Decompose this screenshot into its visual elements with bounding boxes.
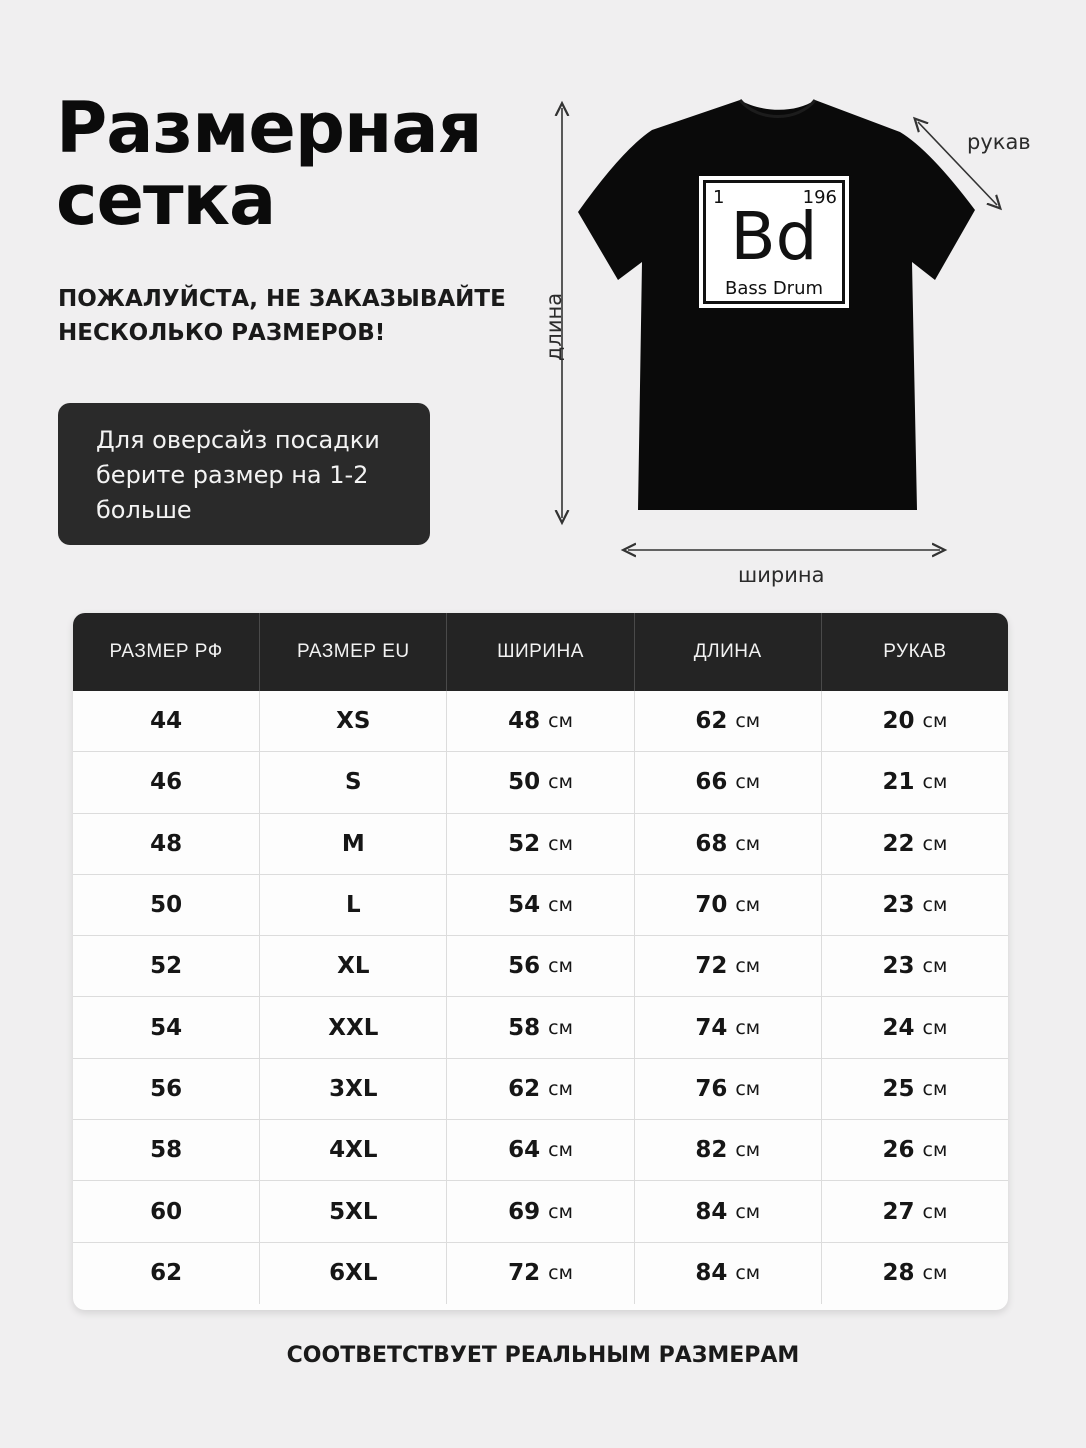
cell-value: 22	[882, 830, 915, 857]
table-row	[73, 814, 1008, 875]
cell-size-ru	[73, 752, 260, 812]
header-size-ru: РАЗМЕР РФ	[73, 613, 260, 691]
cell-unit: см	[922, 955, 948, 978]
cell-size-ru	[73, 1059, 260, 1119]
warning-line-2: НЕСКОЛЬКО РАЗМЕРОВ!	[58, 320, 386, 346]
cell-length	[635, 1059, 822, 1119]
cell-value: 27	[882, 1198, 915, 1225]
cell-size-ru	[73, 997, 260, 1057]
cell-value: XS	[336, 708, 371, 735]
cell-size-eu	[260, 997, 447, 1057]
cell-unit: см	[548, 710, 573, 733]
cell-unit: см	[548, 1200, 573, 1223]
cell-unit: см	[735, 1200, 761, 1223]
cell-unit: см	[922, 710, 948, 733]
cell-value: L	[345, 892, 361, 919]
cell-length	[635, 1181, 822, 1241]
cell-length	[635, 814, 822, 874]
cell-unit: см	[735, 771, 761, 794]
cell-size-ru	[73, 1120, 260, 1180]
cell-value: 46	[150, 769, 183, 796]
cell-length	[635, 1120, 822, 1180]
cell-width	[447, 936, 634, 996]
title-line-2: сетка	[56, 159, 276, 241]
cell-unit: см	[735, 1262, 761, 1285]
cell-value: 48	[150, 830, 183, 857]
table-row	[73, 936, 1008, 997]
tshirt-image	[540, 90, 1060, 600]
table-row	[73, 752, 1008, 813]
note-line-2: берите размер на 1-2	[96, 461, 369, 489]
cell-sleeve	[822, 1181, 1008, 1241]
cell-unit: см	[548, 894, 573, 917]
note-line-1: Для оверсайз посадки	[96, 426, 380, 454]
cell-value: 58	[508, 1014, 541, 1041]
cell-value: 66	[695, 769, 728, 796]
cell-width	[447, 1120, 634, 1180]
note-line-3: больше	[96, 496, 192, 524]
cell-value: 62	[695, 708, 728, 735]
tshirt-illustration	[540, 90, 1060, 600]
cell-sleeve	[822, 875, 1008, 935]
header-width: ШИРИНА	[447, 613, 634, 691]
table-row	[73, 997, 1008, 1058]
cell-value: 72	[695, 953, 728, 980]
cell-unit: см	[735, 832, 761, 855]
cell-value: 54	[150, 1014, 183, 1041]
cell-width	[447, 1181, 634, 1241]
cell-sleeve	[822, 1059, 1008, 1119]
cell-value: 44	[150, 708, 183, 735]
cell-value: 23	[882, 953, 915, 980]
cell-unit: см	[922, 1200, 948, 1223]
cell-unit: см	[735, 1139, 761, 1162]
cell-unit: см	[735, 1016, 761, 1039]
cell-unit: см	[922, 771, 948, 794]
cell-length	[635, 875, 822, 935]
cell-sleeve	[822, 936, 1008, 996]
cell-size-eu	[260, 1059, 447, 1119]
cell-size-ru	[73, 1243, 260, 1304]
cell-value: 4XL	[329, 1137, 378, 1164]
cell-value: 56	[508, 953, 541, 980]
cell-value: 69	[508, 1198, 541, 1225]
cell-value: 56	[150, 1075, 183, 1102]
cell-unit: см	[922, 1077, 948, 1100]
cell-unit: см	[548, 1139, 573, 1162]
cell-value: 28	[882, 1260, 915, 1287]
cell-size-eu	[260, 875, 447, 935]
cell-value: 48	[508, 708, 541, 735]
title-line-1: Размерная	[56, 87, 482, 169]
cell-size-ru	[73, 1181, 260, 1241]
header-sleeve: РУКАВ	[883, 641, 947, 662]
sleeve-label: рукав	[967, 130, 1031, 154]
cell-value: 68	[695, 830, 728, 857]
cell-value: 52	[150, 953, 183, 980]
cell-width	[447, 691, 634, 751]
cell-width	[447, 875, 634, 935]
cell-width	[447, 814, 634, 874]
cell-value: 6XL	[329, 1260, 378, 1287]
cell-value: 3XL	[329, 1075, 378, 1102]
oversize-note	[58, 403, 430, 545]
cell-size-eu	[260, 1243, 447, 1304]
cell-value: 60	[150, 1198, 183, 1225]
table-header	[73, 613, 1008, 691]
cell-length	[635, 691, 822, 751]
cell-size-eu	[260, 1120, 447, 1180]
bass-drum-print	[699, 176, 849, 308]
cell-value: 25	[882, 1075, 915, 1102]
cell-value: 24	[882, 1014, 915, 1041]
cell-unit: см	[922, 1262, 948, 1285]
cell-value: 20	[882, 708, 915, 735]
cell-unit: см	[548, 1016, 573, 1039]
cell-sleeve	[822, 814, 1008, 874]
cell-value: 74	[695, 1014, 728, 1041]
table-row	[73, 1120, 1008, 1181]
print-mass: 196	[802, 187, 837, 208]
cell-width	[447, 1243, 634, 1304]
cell-value: 76	[695, 1075, 728, 1102]
cell-width	[447, 1059, 634, 1119]
cell-length	[635, 997, 822, 1057]
cell-value: 62	[150, 1260, 183, 1287]
cell-value: 54	[508, 892, 541, 919]
cell-unit: см	[922, 894, 948, 917]
cell-value: S	[345, 769, 362, 796]
cell-unit: см	[922, 832, 948, 855]
cell-length	[635, 752, 822, 812]
cell-value: 21	[882, 769, 915, 796]
cell-unit: см	[548, 832, 573, 855]
print-name: Bass Drum	[724, 278, 824, 299]
cell-length	[635, 936, 822, 996]
header-length: ДЛИНА	[635, 613, 822, 691]
table-row	[73, 875, 1008, 936]
cell-size-ru	[73, 936, 260, 996]
cell-value: 58	[150, 1137, 183, 1164]
cell-unit: см	[735, 955, 761, 978]
cell-value: 64	[508, 1137, 541, 1164]
size-table	[73, 613, 1008, 1310]
cell-value: 84	[695, 1198, 728, 1225]
cell-unit: см	[548, 1262, 573, 1285]
cell-width	[447, 752, 634, 812]
cell-value: 52	[508, 830, 541, 857]
table-row	[73, 1243, 1008, 1304]
cell-size-eu	[260, 1181, 447, 1241]
header-size-eu: РАЗМЕР EU	[260, 613, 447, 691]
cell-size-eu	[260, 936, 447, 996]
cell-value: 26	[882, 1137, 915, 1164]
cell-value: 50	[150, 892, 183, 919]
print-number: 1	[713, 187, 725, 208]
cell-unit: см	[922, 1139, 948, 1162]
cell-value: 23	[882, 892, 915, 919]
length-label: длина	[542, 292, 567, 362]
cell-sleeve	[822, 1243, 1008, 1304]
page-title	[56, 87, 482, 241]
table-row	[73, 1059, 1008, 1120]
cell-value: 72	[508, 1260, 541, 1287]
print-symbol: Bd	[730, 198, 818, 275]
footer-note: СООТВЕТСТВУЕТ РЕАЛЬНЫМ РАЗМЕРАМ	[286, 1343, 800, 1368]
cell-value: 50	[508, 769, 541, 796]
cell-size-eu	[260, 814, 447, 874]
cell-size-eu	[260, 691, 447, 751]
cell-size-ru	[73, 875, 260, 935]
table-row	[73, 1181, 1008, 1242]
cell-value: 5XL	[329, 1198, 378, 1225]
width-label: ширина	[738, 563, 825, 587]
cell-unit: см	[548, 1077, 573, 1100]
cell-value: 62	[508, 1075, 541, 1102]
cell-sleeve	[822, 997, 1008, 1057]
warning-line-1: ПОЖАЛУЙСТА, НЕ ЗАКАЗЫВАЙТЕ	[58, 286, 506, 312]
cell-value: XL	[337, 953, 370, 980]
cell-value: M	[341, 830, 365, 857]
cell-size-eu	[260, 752, 447, 812]
cell-width	[447, 997, 634, 1057]
cell-unit: см	[548, 771, 573, 794]
cell-length	[635, 1243, 822, 1304]
cell-sleeve	[822, 691, 1008, 751]
cell-sleeve	[822, 752, 1008, 812]
cell-value: 84	[695, 1260, 728, 1287]
cell-value: 82	[695, 1137, 728, 1164]
cell-unit: см	[735, 894, 761, 917]
cell-size-ru	[73, 691, 260, 751]
cell-unit: см	[735, 710, 761, 733]
table-row	[73, 691, 1008, 752]
table-body	[73, 691, 1008, 1304]
cell-unit: см	[922, 1016, 948, 1039]
order-warning	[58, 282, 518, 350]
cell-sleeve	[822, 1120, 1008, 1180]
cell-unit: см	[548, 955, 573, 978]
cell-unit: см	[735, 1077, 761, 1100]
cell-value: XXL	[328, 1014, 379, 1041]
cell-value: 70	[695, 892, 728, 919]
cell-size-ru	[73, 814, 260, 874]
